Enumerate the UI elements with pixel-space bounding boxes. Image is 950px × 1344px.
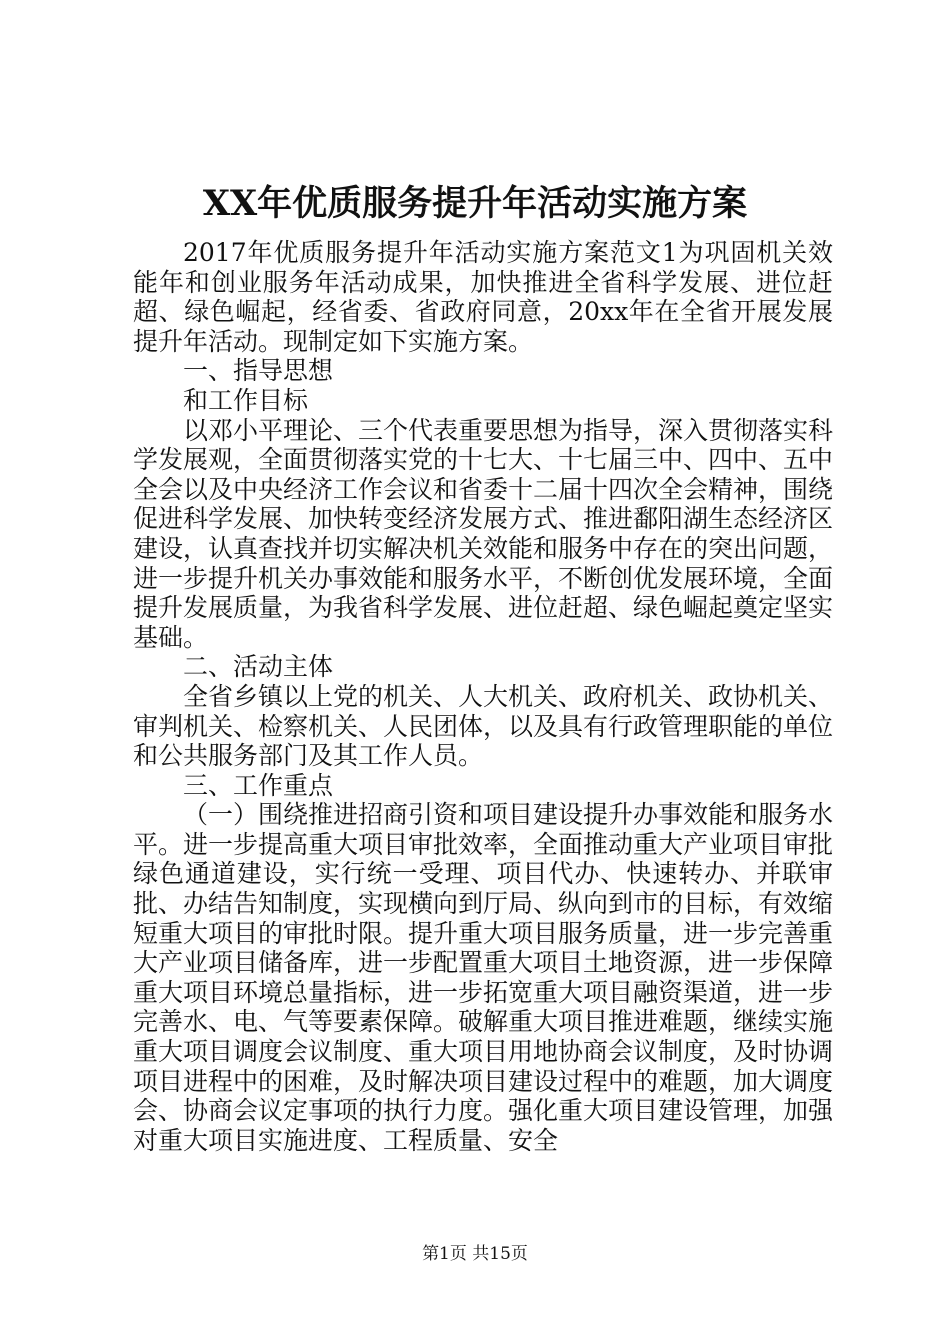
paragraph-intro: 2017年优质服务提升年活动实施方案范文1为巩固机关效能年和创业服务年活动成果，加快推进全省科学发展、进位赶超、绿色崛起，经省委、省政府同意，20xx年在全省开展发展提升年活动。现制定如下实施方案。: [133, 238, 833, 356]
heading-work-focus: 三、工作重点: [183, 770, 334, 800]
paragraph-guiding-ideology: 以邓小平理论、三个代表重要思想为指导，深入贯彻落实科学发展观，全面贯彻落实党的十七大、十七届三中、四中、五中全会以及中央经济工作会议和省委十二届十四次全会精神，围绕促进科学发展、加快转变经济发展方式、推进鄱阳湖生态经济区建设，认真查找并切实解决机关效能和服务中存在的突出问题，进一步提升机关办事效能和服务水平，不断创优发展环境，全面提升发展质量，为我省科学发展、进位赶超、绿色崛起奠定坚实基础。: [133, 415, 834, 652]
heading-guiding-ideology: 一、指导思想: [183, 356, 334, 386]
document-title: XX年优质服务提升年活动实施方案: [202, 183, 748, 224]
heading-activity-subject: 二、活动主体: [183, 652, 334, 682]
paragraph-work-focus-1: （一）围绕推进招商引资和项目建设提升办事效能和服务水平。进一步提高重大项目审批效率，全面推动重大产业项目审批绿色通道建设，实行统一受理、项目代办、快速转办、并联审批、办结告知制度，实现横向到厅局、纵向到市的目标，有效缩短重大项目的审批时限。提升重大项目服务质量，进一步完善重大产业项目储备库，进一步配置重大项目土地资源，进一步保障重大项目环境总量指标，进一步拓宽重大项目融资渠道，进一步完善水、电、气等要素保障。破解重大项目推进难题，继续实施重大项目调度会议制度、重大项目用地协商会议制度，及时协调项目进程中的困难，及时解决项目建设过程中的难题，加大调度会、协商会议定事项的执行力度。强化重大项目建设管理，加强对重大项目实施进度、工程质量、安全: [133, 800, 834, 1155]
page-footer: 第1页 共15页: [422, 1244, 528, 1264]
document-body: [133, 238, 833, 1155]
paragraph-activity-subject: 全省乡镇以上党的机关、人大机关、政府机关、政协机关、审判机关、检察机关、人民团体，以及具有行政管理职能的单位和公共服务部门及其工作人员。: [133, 681, 834, 771]
heading-work-goals: 和工作目标: [183, 385, 309, 415]
